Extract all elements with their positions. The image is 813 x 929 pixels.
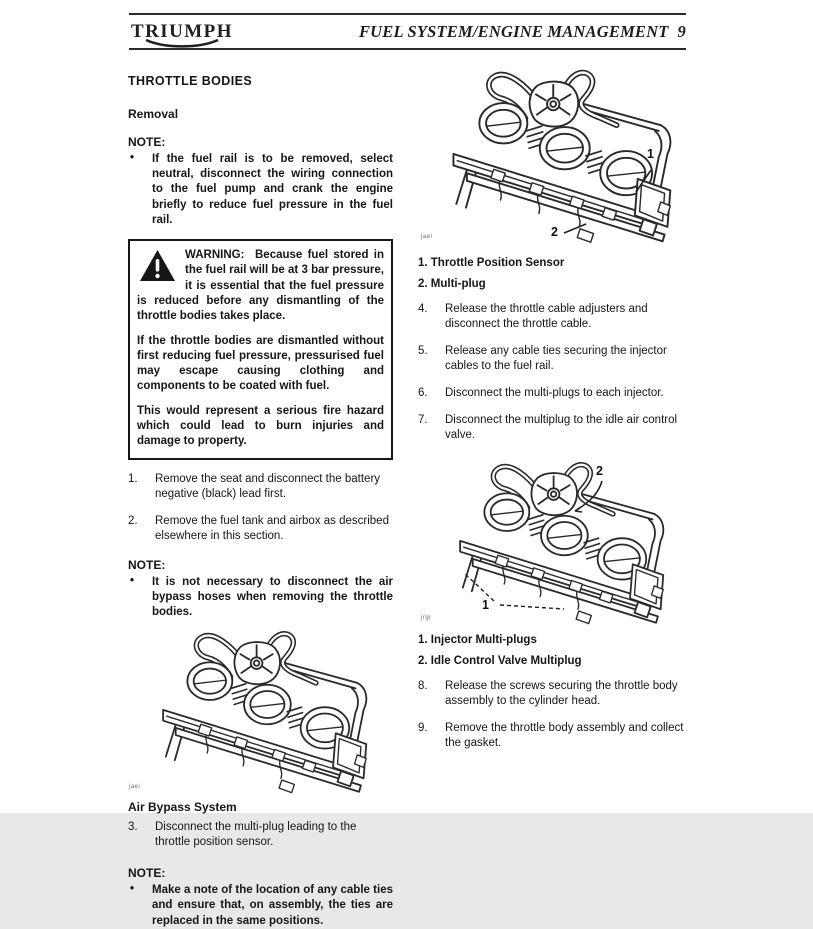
page-number: 9 bbox=[677, 21, 686, 41]
step-item bbox=[418, 302, 700, 332]
step-number: 2. bbox=[128, 514, 138, 527]
note-label: NOTE: bbox=[128, 135, 166, 149]
page-header bbox=[129, 13, 686, 50]
step-number: 9. bbox=[418, 722, 428, 734]
bullet-icon: • bbox=[130, 152, 135, 164]
step-number: 1. bbox=[128, 472, 138, 485]
figure-throttle-position-sensor bbox=[418, 58, 700, 248]
step-item bbox=[418, 679, 700, 709]
warning-paragraph-1 bbox=[137, 248, 384, 324]
step-number: 8. bbox=[418, 680, 428, 692]
page-title bbox=[359, 22, 686, 42]
note-label: NOTE: bbox=[128, 557, 166, 572]
callout-1: 1 bbox=[647, 147, 654, 161]
left-column bbox=[128, 74, 393, 929]
step-text: Disconnect the multiplug to the idle air control valve. bbox=[445, 414, 678, 441]
figure-caption: 1. Injector Multi-plugs bbox=[418, 634, 537, 646]
figure-code: jrgi bbox=[421, 615, 432, 621]
step-item bbox=[418, 413, 700, 443]
note-label: NOTE: bbox=[128, 866, 166, 881]
bullet-icon: • bbox=[130, 883, 135, 896]
step-text: Remove the fuel tank and airbox as described elsewhere in this section. bbox=[155, 514, 389, 542]
throttle-bodies-illustration bbox=[126, 620, 398, 798]
figure-caption: 1. Throttle Position Sensor bbox=[418, 257, 565, 269]
step-text: Disconnect the multi-plug leading to the throttle position sensor. bbox=[155, 821, 357, 849]
note-text: Make a note of the location of any cable ties and ensure that, on assembly, the ties are replaced in the same positions. bbox=[152, 884, 393, 927]
figure-throttle-bodies bbox=[126, 620, 398, 798]
note-item bbox=[128, 883, 393, 929]
step-number: 4. bbox=[418, 303, 428, 315]
warning-box bbox=[128, 239, 393, 460]
figure-code: jael bbox=[421, 234, 433, 240]
bullet-icon: • bbox=[130, 574, 135, 587]
warning-paragraph-2: If the throttle bodies are dismantled without first reducing fuel pressure, pressurised fuel may escape causing clothing and components to be coated with fuel. bbox=[137, 334, 384, 393]
section-header-text: FUEL SYSTEM/ENGINE MANAGEMENT bbox=[358, 21, 669, 41]
step-number: 5. bbox=[418, 345, 428, 357]
callout-1: 1 bbox=[482, 598, 489, 612]
warning-triangle-icon bbox=[139, 249, 176, 282]
right-column bbox=[418, 58, 700, 751]
step-text: Release the screws securing the throttle body assembly to the cylinder head. bbox=[445, 680, 678, 707]
throttle-bodies-illustration bbox=[418, 58, 700, 248]
figure-caption: 2. Multi-plug bbox=[418, 278, 486, 290]
callout-2: 2 bbox=[551, 225, 558, 239]
triumph-logo-icon bbox=[129, 18, 237, 48]
warning-paragraph-3: This would represent a serious fire hazard which could lead to burn injuries and damage to property. bbox=[137, 404, 384, 448]
figure-code: jaei bbox=[129, 784, 141, 791]
step-text: Disconnect the multi-plugs to each injector. bbox=[445, 387, 664, 399]
step-text: Remove the throttle body assembly and collect the gasket. bbox=[445, 722, 684, 749]
note-text: If the fuel rail is to be removed, select neutral, disconnect the wiring connection to the fuel pump and crank the engine briefly to reduce fuel pressure in the fuel rail. bbox=[152, 153, 393, 226]
warning-text-1: Because fuel stored in the fuel rail will be at 3 bar pressure, it is essential that the fuel pressure is reduced before any dismantling of the throttle bodies takes place. bbox=[137, 249, 384, 323]
step-item bbox=[128, 472, 393, 502]
step-item bbox=[418, 386, 700, 401]
figure-caption: 2. Idle Control Valve Multiplug bbox=[418, 655, 582, 667]
step-item bbox=[128, 820, 393, 850]
throttle-bodies-illustration bbox=[418, 451, 700, 629]
warning-label: WARNING: bbox=[185, 249, 245, 262]
callout-2: 2 bbox=[596, 464, 603, 478]
note-item bbox=[128, 575, 393, 621]
logo-text: TRIUMPH bbox=[131, 20, 231, 42]
step-number: 6. bbox=[418, 387, 428, 399]
step-number: 3. bbox=[128, 821, 138, 834]
step-item bbox=[418, 721, 700, 751]
step-item bbox=[128, 514, 393, 544]
step-text: Remove the seat and disconnect the battery negative (black) lead first. bbox=[155, 472, 381, 500]
note-item bbox=[128, 152, 393, 228]
section-title: THROTTLE BODIES bbox=[128, 74, 253, 88]
air-bypass-heading: Air Bypass System bbox=[128, 800, 237, 815]
removal-heading: Removal bbox=[128, 107, 179, 121]
step-number: 7. bbox=[418, 414, 428, 426]
note-text: It is not necessary to disconnect the air bypass hoses when removing the throttle bodies. bbox=[152, 575, 393, 618]
step-text: Release the throttle cable adjusters and disconnect the throttle cable. bbox=[445, 303, 648, 330]
figure-injector-multiplugs bbox=[418, 451, 700, 629]
step-item bbox=[418, 344, 700, 374]
step-text: Release any cable ties securing the injector cables to the fuel rail. bbox=[445, 345, 667, 372]
